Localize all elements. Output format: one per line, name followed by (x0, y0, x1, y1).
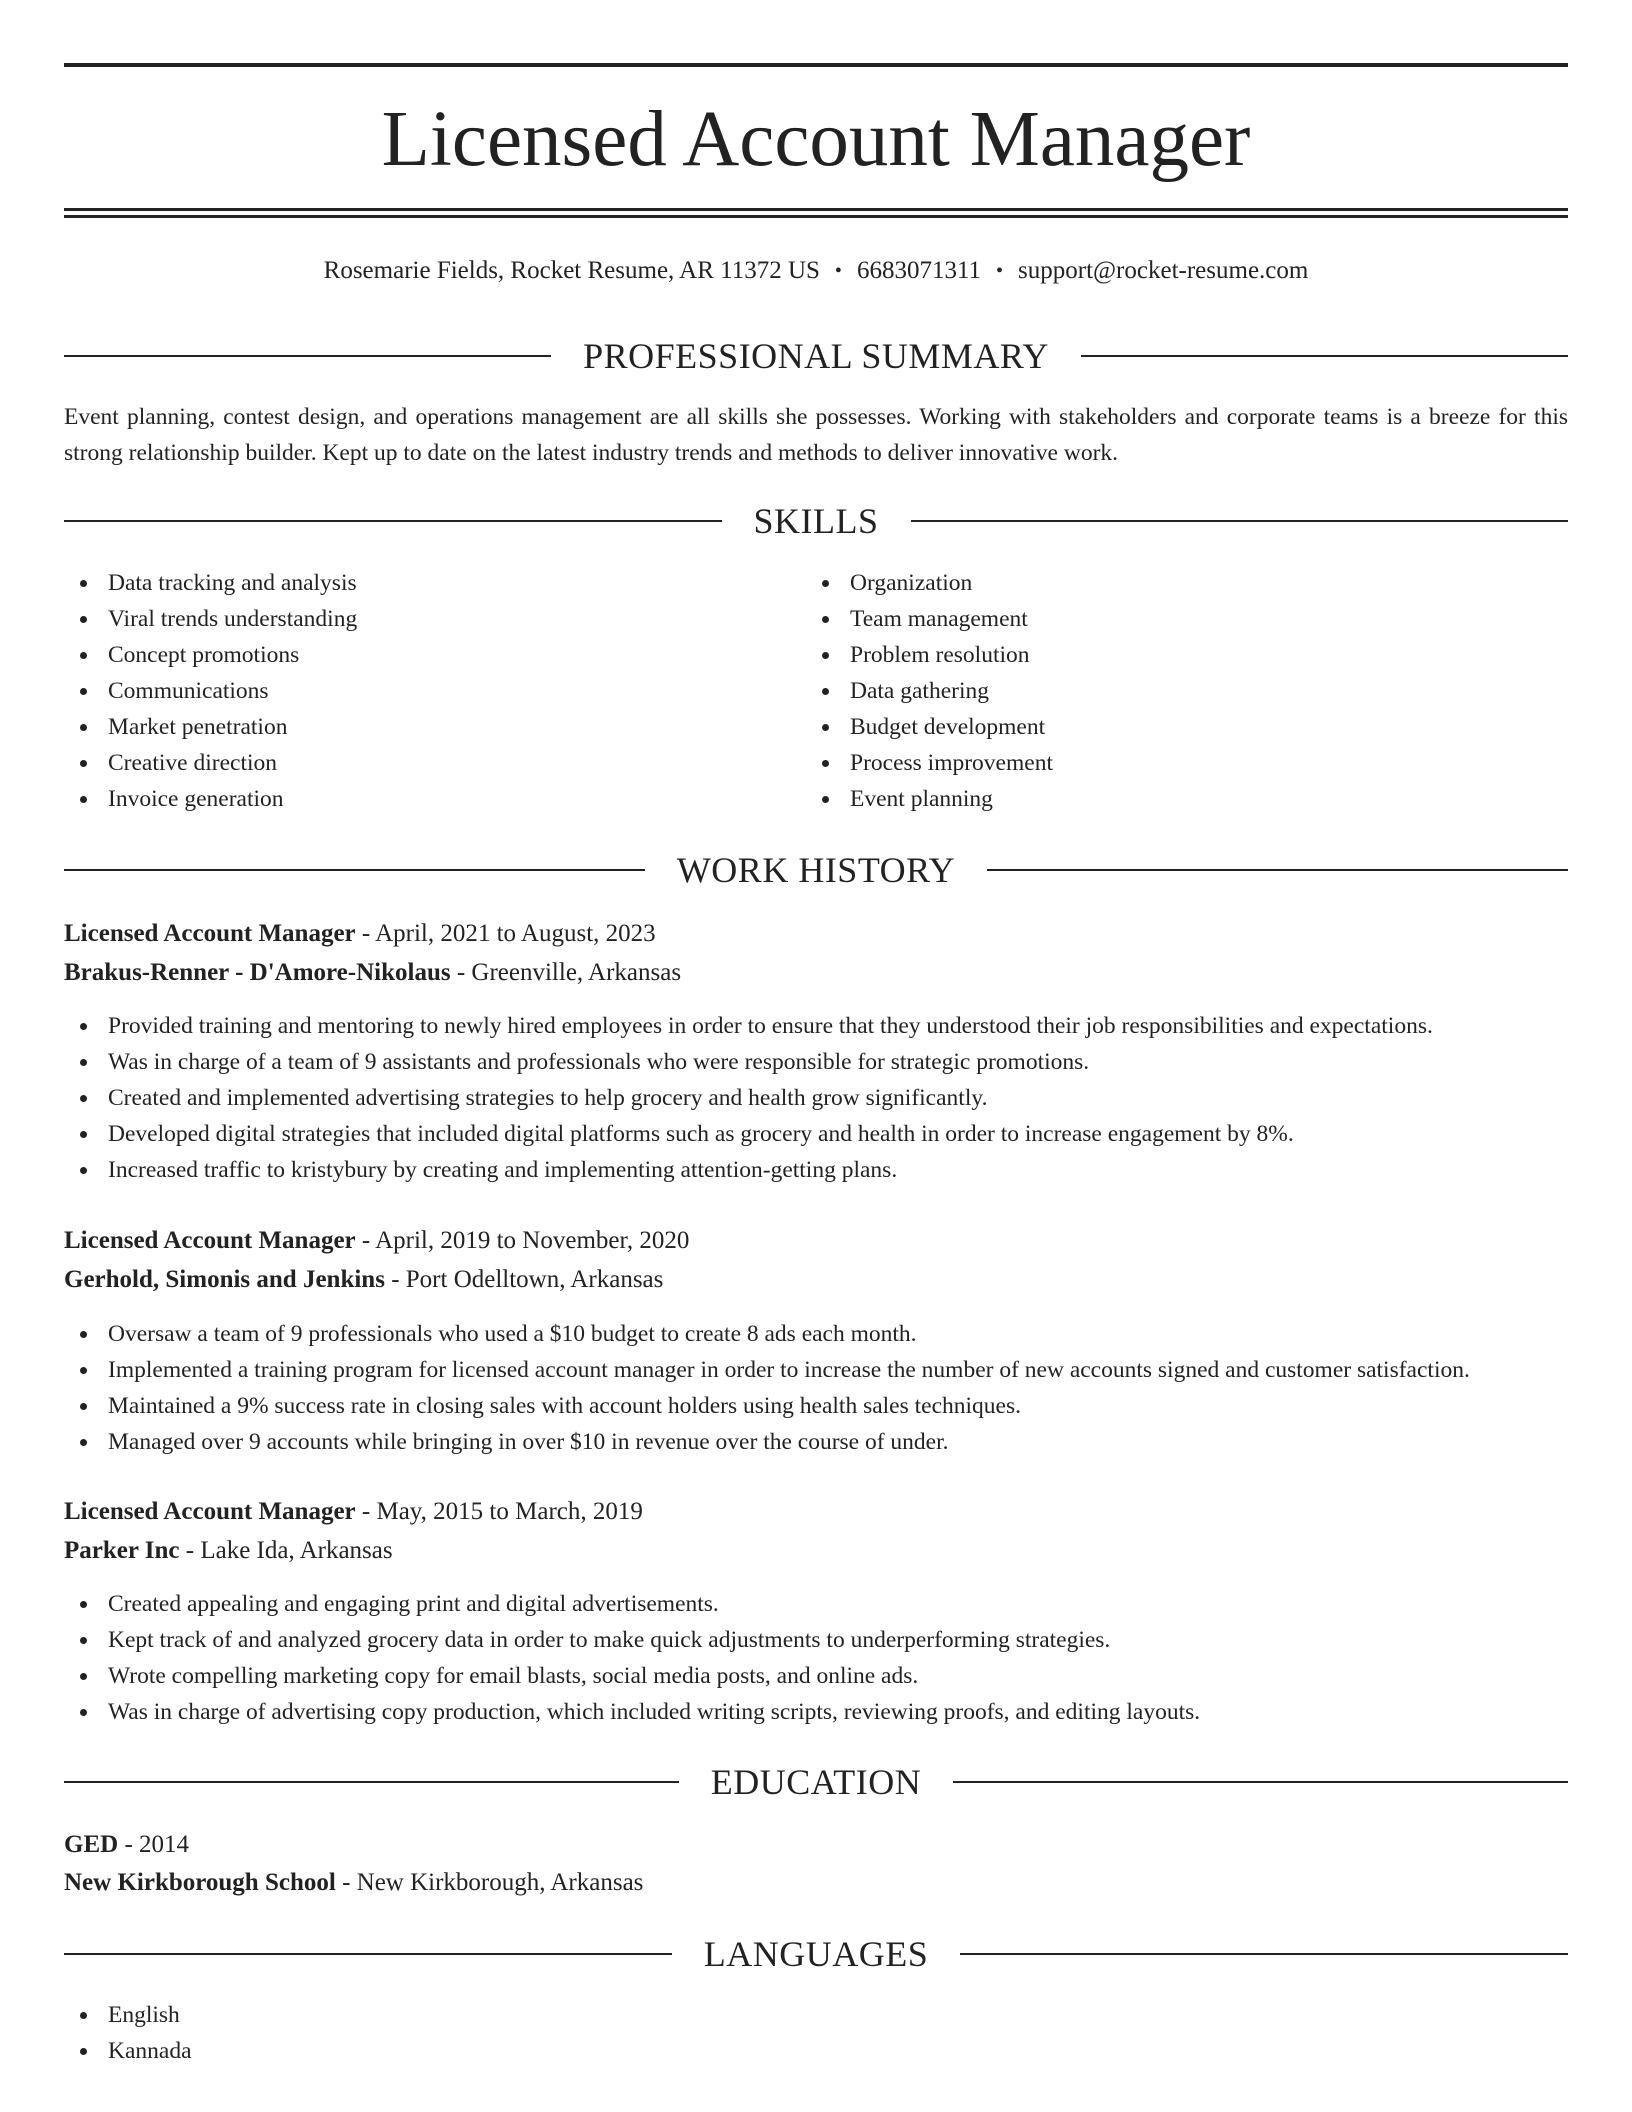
job-title: Licensed Account Manager (64, 1498, 356, 1525)
skill-item: Organization (806, 565, 1506, 601)
job-bullet: Developed digital strategies that included digital platforms such as grocery and health in order to increase engagement by 8%. (64, 1116, 1568, 1152)
education-heading-label: EDUCATION (710, 1762, 922, 1802)
job-title-line (64, 1494, 1568, 1530)
job-company-line (64, 955, 1568, 991)
job-bullet: Was in charge of a team of 9 assistants and professionals who were responsible for strategic promotions. (64, 1044, 1568, 1080)
education-year: - 2014 (118, 1831, 190, 1858)
job-dates: - April, 2019 to November, 2020 (355, 1227, 690, 1254)
skills-list-right (806, 565, 1506, 817)
job-title: Licensed Account Manager (64, 920, 356, 947)
job-dates: - May, 2015 to March, 2019 (355, 1498, 643, 1525)
heading-rule (1081, 355, 1568, 357)
education-school: New Kirkborough School (64, 1869, 336, 1896)
job-bullet: Oversaw a team of 9 professionals who used a $10 budget to create 8 ads each month. (64, 1316, 1568, 1352)
job-bullets (64, 1316, 1568, 1460)
job-company: Gerhold, Simonis and Jenkins (64, 1266, 385, 1293)
heading-rule (64, 355, 551, 357)
skill-item: Invoice generation (64, 781, 764, 817)
skill-item: Budget development (806, 709, 1506, 745)
skill-item: Event planning (806, 781, 1506, 817)
summary-heading-label: PROFESSIONAL SUMMARY (583, 336, 1049, 376)
skills-list-left (64, 565, 764, 817)
heading-rule (987, 869, 1568, 871)
contact-separator: • (996, 260, 1004, 282)
heading-rule (953, 1781, 1568, 1783)
heading-rule (64, 1781, 679, 1783)
language-item: Kannada (64, 2033, 1568, 2069)
job-bullet: Managed over 9 accounts while bringing in over $10 in revenue over the course of under. (64, 1424, 1568, 1460)
skill-item: Problem resolution (806, 637, 1506, 673)
job-location: - Lake Ida, Arkansas (179, 1537, 393, 1564)
resume-title: Licensed Account Manager (381, 96, 1251, 183)
job-bullets (64, 1586, 1568, 1730)
education-degree: GED (64, 1831, 119, 1858)
heading-rule (64, 869, 645, 871)
top-rule (64, 63, 1568, 67)
job-location: - Greenville, Arkansas (450, 959, 682, 986)
languages-list (64, 1997, 1568, 2069)
job-location: - Port Odelltown, Arkansas (384, 1266, 664, 1293)
skills-heading-label: SKILLS (753, 501, 879, 541)
job-bullet: Provided training and mentoring to newly hired employees in order to ensure that they understood their job responsibilities and expectations. (64, 1008, 1568, 1044)
skill-item: Data tracking and analysis (64, 565, 764, 601)
skill-item: Market penetration (64, 709, 764, 745)
education-location: - New Kirkborough, Arkansas (335, 1869, 644, 1896)
job-dates: - April, 2021 to August, 2023 (355, 920, 656, 947)
work-heading-label: WORK HISTORY (676, 850, 956, 890)
job-bullet: Kept track of and analyzed grocery data in order to make quick adjustments to underperforming strategies. (64, 1622, 1568, 1658)
work-heading (64, 848, 1568, 892)
skills-heading (64, 499, 1568, 543)
skill-item: Creative direction (64, 745, 764, 781)
contact-email[interactable]: support@rocket-resume.com (1018, 257, 1309, 284)
skill-item: Viral trends understanding (64, 601, 764, 637)
education-degree-line (64, 1827, 1568, 1863)
skill-item: Data gathering (806, 673, 1506, 709)
education-school-line (64, 1865, 1568, 1901)
heading-rule (64, 1953, 672, 1955)
job-bullet: Implemented a training program for licensed account manager in order to increase the number of new accounts signed and customer satisfaction. (64, 1352, 1568, 1388)
job-bullets (64, 1008, 1568, 1188)
job-company-line (64, 1262, 1568, 1298)
contact-separator: • (834, 260, 842, 282)
heading-rule (64, 520, 722, 522)
job-title-line (64, 916, 1568, 952)
summary-text: Event planning, contest design, and operations management are all skills she possesses. Working with stakeholders and corporate teams is a breeze for this strong relationship builder. Kept up to date on the latest industry trends and methods to deliver innovative work. (64, 404, 1568, 466)
heading-rule (911, 520, 1569, 522)
languages-heading-label: LANGUAGES (703, 1934, 929, 1974)
skill-item: Communications (64, 673, 764, 709)
contact-address: Rosemarie Fields, Rocket Resume, AR 11372 US (323, 257, 820, 284)
contact-line (64, 255, 1568, 287)
job-bullet: Created appealing and engaging print and digital advertisements. (64, 1586, 1568, 1622)
education-heading (64, 1760, 1568, 1804)
job-bullet: Created and implemented advertising strategies to help grocery and health grow significantly. (64, 1080, 1568, 1116)
job-company: Parker Inc (64, 1537, 180, 1564)
summary-heading (64, 334, 1568, 378)
language-item: English (64, 1997, 1568, 2033)
job-company-line (64, 1533, 1568, 1569)
job-bullet: Wrote compelling marketing copy for email blasts, social media posts, and online ads. (64, 1658, 1568, 1694)
languages-heading (64, 1932, 1568, 1976)
job-bullet: Increased traffic to kristybury by creating and implementing attention-getting plans. (64, 1152, 1568, 1188)
skill-item: Concept promotions (64, 637, 764, 673)
job-company: Brakus-Renner - D'Amore-Nikolaus (64, 959, 451, 986)
job-bullet: Was in charge of advertising copy production, which included writing scripts, reviewing proofs, and editing layouts. (64, 1694, 1568, 1730)
skill-item: Team management (806, 601, 1506, 637)
title-rule-upper (64, 208, 1568, 211)
heading-rule (960, 1953, 1568, 1955)
title-rule-lower (64, 215, 1568, 218)
job-title: Licensed Account Manager (64, 1227, 356, 1254)
skill-item: Process improvement (806, 745, 1506, 781)
job-bullet: Maintained a 9% success rate in closing sales with account holders using health sales techniques. (64, 1388, 1568, 1424)
contact-phone: 6683071311 (856, 257, 982, 284)
job-title-line (64, 1223, 1568, 1259)
